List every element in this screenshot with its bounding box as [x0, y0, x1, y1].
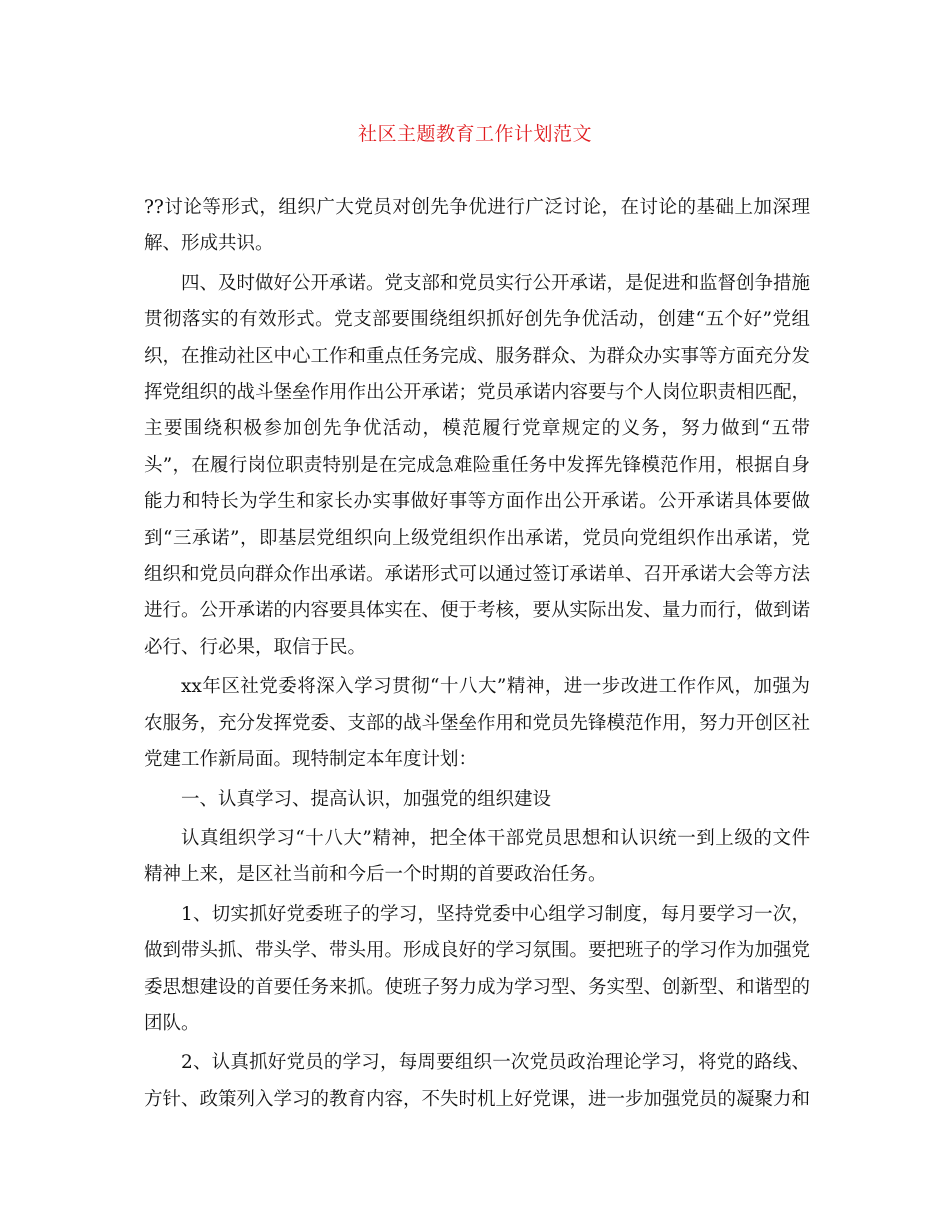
paragraph-annual-plan-intro: xx年区社党委将深入学习贯彻“十八大”精神，进一步改进工作作风，加强为农服务，充分发挥党委、支部的战斗堡垒作用和党员先锋模范作用，努力开创区社党建工作新局面。现特制定本年度计划：: [144, 676, 811, 771]
paragraph-item-2: 2、认真抓好党员的学习，每周要组织一次党员政治理论学习，将党的路线、方针、政策列入学习的教育内容，不失时机上好党课，进一步加强党员的凝聚力和: [144, 1052, 811, 1110]
paragraph-public-commitment: 四、及时做好公开承诺。党支部和党员实行公开承诺，是促进和监督创争措施贯彻落实的有效形式。党支部要围绕组织抓好创先争优活动，创建“五个好”党组织，在推动社区中心工作和重点任务完成、服务群众、为群众办实事等方面充分发挥党组织的战斗堡垒作用作出公开承诺；党员承诺内容要与个人岗位职责相匹配，主要围绕积极参加创先争优活动，模范履行党章规定的义务，努力做到“五带头”，在履行岗位职责特别是在完成急难险重任务中发挥先锋模范作用，根据自身能力和特长为学生和家长办实事做好事等方面作出公开承诺。公开承诺具体要做到“三承诺”，即基层党组织向上级党组织作出承诺，党员向党组织作出承诺，党组织和党员向群众作出承诺。承诺形式可以通过签订承诺单、召开承诺大会等方法进行。公开承诺的内容要具体实在、便于考核，要从实际出发、量力而行，做到诺必行、行必果，取信于民。: [144, 272, 811, 658]
document-title: 社区主题教育工作计划范文: [357, 123, 592, 145]
document-body: [144, 190, 810, 1118]
paragraph-study-spirit: 认真组织学习“十八大”精神，把全体干部党员思想和认识统一到上级的文件精神上来，是区社当前和今后一个时期的首要政治任务。: [144, 827, 810, 886]
paragraph-continuation: ??讨论等形式，组织广大党员对创先争优进行广泛讨论，在讨论的基础上加深理解、形成共识。: [144, 197, 810, 255]
section-heading-1: 一、认真学习、提高认识，加强党的组织建设: [181, 788, 552, 810]
paragraph-item-1: 1、切实抓好党委班子的学习，坚持党委中心组学习制度，每月要学习一次，做到带头抓、带头学、带头用。形成良好的学习氛围。要把班子的学习作为加强党委思想建设的首要任务来抓。使班子努力成为学习型、务实型、创新型、和谐型的团队。: [144, 903, 811, 1034]
